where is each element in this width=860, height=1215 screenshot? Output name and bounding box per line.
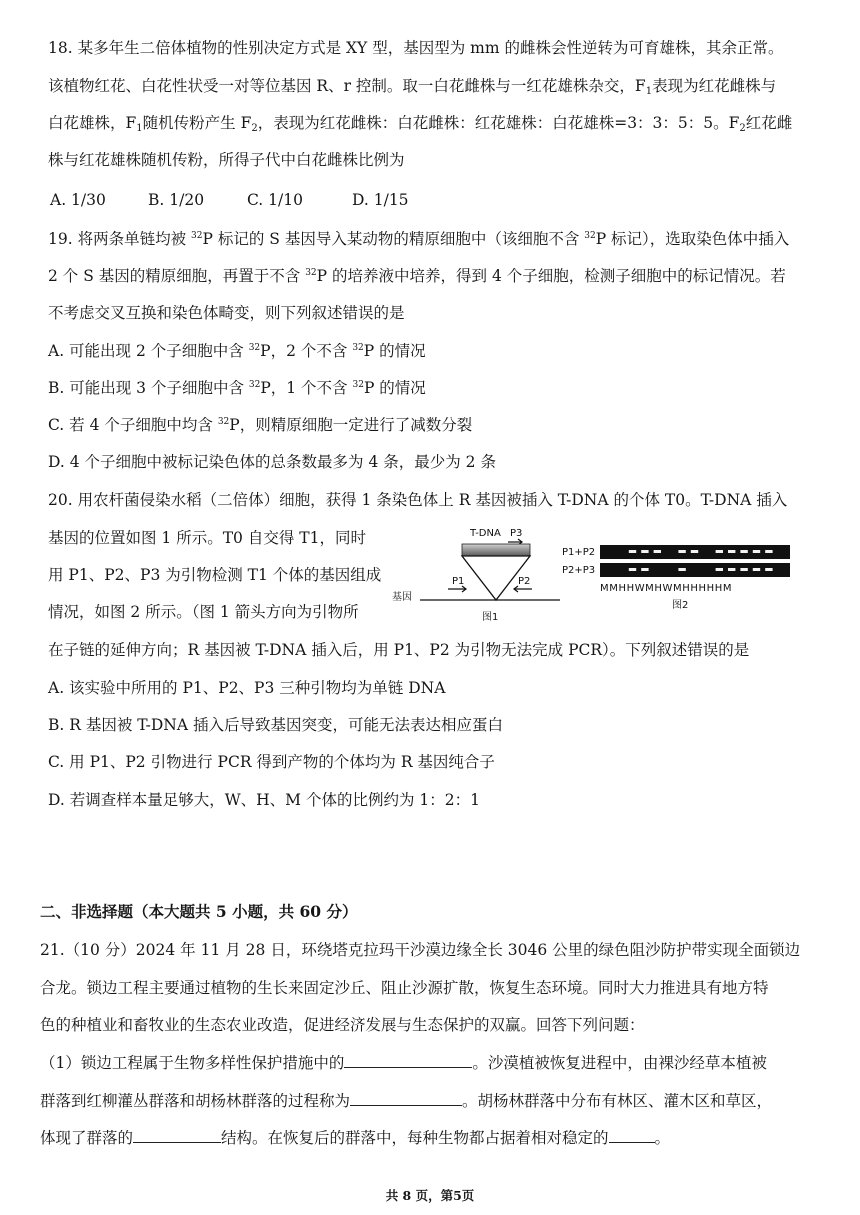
q21-line-1: 21.（10 分）2024 年 11 月 28 日，环绕塔克拉玛干沙漠边缘全长 3046 公里的绿色阻沙防护带实现全面锁边 (40, 941, 801, 959)
gel-band (691, 550, 698, 553)
gel-band (654, 550, 661, 553)
fig1-p3-label: P3 (510, 528, 523, 539)
gel-band (716, 568, 723, 571)
gel-band (716, 550, 723, 553)
fig1-tdna-block (462, 544, 530, 556)
gel-band (765, 550, 772, 553)
gel-band (678, 550, 685, 553)
gel-band (678, 568, 685, 571)
answer-blank-1[interactable] (344, 1052, 472, 1068)
q18-line-4: 株与红花雄株随机传粉，所得子代中白花雌株比例为 (48, 151, 405, 169)
q19-line-2: 2 个 S 基因的精原细胞，再置于不含 $^{32}$P 的培养液中培养，得到 4 个子细胞，检测子细胞中的标记情况。若 (48, 267, 786, 285)
q20-line-3: 用 P1、P2、P3 为引物检测 T1 个体的基因组成 (48, 566, 382, 584)
figure-1 (390, 520, 570, 625)
q18-option-b: B. 1/20 (148, 191, 205, 209)
fig2-gel-row-2 (600, 563, 790, 577)
q18-option-d: D. 1/15 (352, 191, 409, 209)
fig2-caption: 图2 (672, 600, 689, 611)
q21-line-6: 体现了群落的 结构。在恢复后的群落中，每种生物都占据着相对稳定的 。 (40, 1129, 671, 1147)
q21-line-2: 合龙。锁边工程主要通过植物的生长来固定沙丘、阻止沙源扩散，恢复生态环境。同时大力推进具有地方特 (40, 979, 769, 997)
fig1-gene-label: 基因 (392, 592, 412, 603)
q18-line-2: 该植物红花、白花性状受一对等位基因 R、r 控制。取一白花雌株与一红花雄株杂交，$F_1$表现为红花雌株与 (48, 77, 777, 97)
q19-option-c: C. 若 4 个子细胞中均含 $^{32}$P，则精原细胞一定进行了减数分裂 (48, 416, 473, 434)
answer-blank-4[interactable] (609, 1127, 655, 1143)
q20-line-1: 20. 用农杆菌侵染水稻（二倍体）细胞，获得 1 条染色体上 R 基因被插入 T-DNA 的个体 T0。T-DNA 插入 (48, 491, 788, 509)
q19-option-b: B. 可能出现 3 个子细胞中含 $^{32}$P，1 个不含 $^{32}$P 的情况 (48, 379, 426, 397)
gel-band (740, 568, 747, 571)
gel-band (728, 568, 735, 571)
gel-band (753, 568, 760, 571)
q20-option-d: D. 若调查样本量足够大，W、H、M 个体的比例约为 1：2：1 (48, 791, 480, 809)
page-footer: 共 8 页，第5页 (385, 1188, 475, 1203)
q20-option-b: B. R 基因被 T-DNA 插入后导致基因突变，可能无法表达相应蛋白 (48, 716, 503, 734)
answer-blank-3[interactable] (133, 1127, 221, 1143)
q21-line-3: 色的种植业和畜牧业的生态农业改造，促进经济发展与生态保护的双赢。回答下列问题： (40, 1016, 645, 1034)
q18-line-3: 白花雄株，$F_1$随机传粉产生 $F_2$，表现为红花雌株：白花雌株：红花雄株：白花雄株=3：3：5：5。$F_2$红花雌 (48, 114, 793, 134)
q20-option-a: A. 该实验中所用的 P1、P2、P3 三种引物均为单链 DNA (48, 679, 446, 697)
fig1-caption: 图1 (482, 612, 499, 623)
q19-option-a: A. 可能出现 2 个子细胞中含 $^{32}$P，2 个不含 $^{32}$P 的情况 (48, 342, 426, 360)
fig2-lane-labels: MMHHWMHWMHHHHHM (600, 583, 733, 594)
q18-line-1: 18. 某多年生二倍体植物的性别决定方式是 XY 型，基因型为 mm 的雌株会性逆转为可育雄株，其余正常。 (48, 39, 784, 57)
gel-band (641, 568, 648, 571)
q18-option-a: A. 1/30 (50, 191, 106, 209)
q19-option-d: D. 4 个子细胞中被标记染色体的总条数最多为 4 条，最少为 2 条 (48, 453, 496, 471)
gel-band (629, 550, 636, 553)
q20-line-2: 基因的位置如图 1 所示。T0 自交得 T1，同时 (48, 529, 366, 547)
fig1-p2-label: P2 (518, 576, 531, 587)
gel-band (629, 568, 636, 571)
gel-band (765, 568, 772, 571)
gel-band (728, 550, 735, 553)
q21-line-5: 群落到红柳灌丛群落和胡杨林群落的过程称为 。胡杨林群落中分布有林区、灌木区和草区， (40, 1092, 773, 1110)
answer-blank-2[interactable] (350, 1090, 462, 1106)
gel-band (641, 550, 648, 553)
fig2-row1-label: P1+P2 (562, 547, 596, 558)
fig1-p1-label: P1 (452, 576, 465, 587)
q21-line-4: （1）锁边工程属于生物多样性保护措施中的 。沙漠植被恢复进程中，由裸沙经草本植被 (40, 1054, 767, 1072)
q19-line-3: 不考虑交叉互换和染色体畸变，则下列叙述错误的是 (48, 304, 405, 322)
gel-band (753, 550, 760, 553)
q20-line-4: 情况，如图 2 所示。（图 1 箭头方向为引物所 (48, 603, 359, 621)
q19-line-1: 19. 将两条单链均被 $^{32}$P 标记的 S 基因导入某动物的精原细胞中（该细胞不含 $^{32}$P 标记），选取染色体中插入 (48, 230, 790, 248)
gel-band (740, 550, 747, 553)
fig2-row2-label: P2+P3 (562, 565, 596, 576)
q18-option-c: C. 1/10 (247, 191, 303, 209)
fig1-tdna-label: T-DNA (470, 528, 501, 539)
q20-line-5: 在子链的延伸方向；R 基因被 T-DNA 插入后，用 P1、P2 为引物无法完成 PCR）。下列叙述错误的是 (48, 641, 750, 659)
section-title: 二、非选择题（本大题共 5 小题，共 60 分） (40, 902, 358, 921)
q20-option-c: C. 用 P1、P2 引物进行 PCR 得到产物的个体均为 R 基因纯合子 (48, 753, 495, 771)
figure-2 (560, 540, 800, 615)
